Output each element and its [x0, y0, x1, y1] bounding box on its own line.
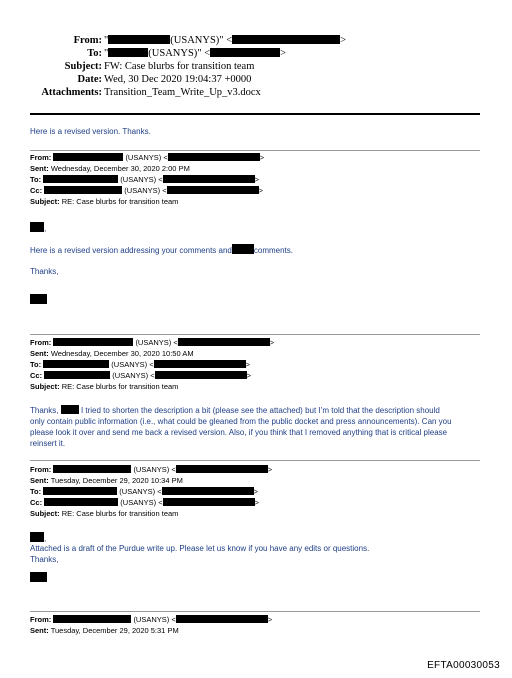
redaction-box: [108, 35, 170, 44]
email3-thanks: Thanks,: [30, 555, 59, 564]
header-subject-row: [0, 60, 512, 74]
redaction-box: [30, 222, 44, 232]
redaction-box: [43, 487, 117, 495]
email1-sent-row: Sent: Wednesday, December 30, 2020 2:00 PM: [30, 164, 190, 173]
email4-sent-row: Sent: Tuesday, December 29, 2020 5:31 PM: [30, 626, 179, 635]
redaction-box: [108, 48, 148, 57]
redaction-box: [163, 498, 255, 506]
header-subject-label: Subject:: [64, 61, 102, 72]
email2-sent-row: Sent: Wednesday, December 30, 2020 10:50 AM: [30, 349, 194, 358]
redaction-box: [167, 186, 259, 194]
email3-cc-row: Cc: (USANYS) < >: [30, 498, 259, 507]
email4-from-row: From: (USANYS) < >: [30, 615, 273, 624]
header-date-row: [0, 73, 512, 87]
redaction-box: [44, 498, 118, 506]
email3-signature: [30, 568, 47, 586]
redaction-box: [53, 615, 131, 623]
redaction-box: [43, 175, 118, 183]
email1-body: Here is a revised version addressing your comments and comments.: [30, 246, 293, 255]
email2-body-line2: only contain public information (i.e., what could be gleaned from the public docket and press announcements). Can you: [30, 417, 452, 426]
redaction-box: [232, 244, 254, 254]
header-divider: [30, 113, 480, 115]
redaction-box: [162, 487, 254, 495]
email1-subject-row: Subject: RE: Case blurbs for transition team: [30, 197, 179, 206]
redaction-box: [44, 371, 110, 379]
header-attachments-label: Attachments:: [41, 87, 102, 98]
email2-body-line1: Thanks, I tried to shorten the description a bit (please see the attached) but I’m told that the description should: [30, 406, 440, 415]
redaction-box: [43, 360, 109, 368]
redaction-box: [176, 465, 268, 473]
document-id-footer: EFTA00030053: [427, 660, 500, 671]
header-to-value: " (USANYS)" < >: [104, 48, 287, 59]
header-date-value: Wed, 30 Dec 2020 19:04:37 +0000: [104, 74, 252, 85]
header-date-label: Date:: [77, 74, 102, 85]
email-divider: [30, 150, 480, 151]
redaction-box: [53, 465, 131, 473]
header-subject-value: FW: Case blurbs for transition team: [104, 61, 255, 72]
redaction-box: [154, 360, 246, 368]
email2-to-row: To: (USANYS) < >: [30, 360, 250, 369]
email2-body-line4: reinsert it.: [30, 439, 66, 448]
email3-sent-row: Sent: Tuesday, December 29, 2020 10:34 PM: [30, 476, 183, 485]
header-from-value: " (USANYS)" < >: [104, 35, 347, 46]
header-to-row: [0, 47, 512, 61]
redaction-box: [178, 338, 270, 346]
intro-text: Here is a revised version. Thanks.: [30, 127, 151, 136]
email1-to-row: To: (USANYS) < >: [30, 175, 259, 184]
redaction-box: [155, 371, 247, 379]
redaction-box: [30, 572, 47, 582]
email2-from-row: From: (USANYS) < >: [30, 338, 275, 347]
redaction-box: [53, 153, 123, 161]
email2-subject-row: Subject: RE: Case blurbs for transition team: [30, 382, 179, 391]
redaction-box: [53, 338, 133, 346]
email3-body: Attached is a draft of the Purdue write up. Please let us know if you have any edits or questions.: [30, 544, 370, 553]
redaction-box: [176, 615, 268, 623]
header-from-label: From:: [73, 35, 102, 46]
redaction-box: [30, 532, 44, 542]
email-divider: [30, 611, 480, 612]
email3-to-row: To: (USANYS) < >: [30, 487, 258, 496]
redaction-box: [61, 405, 79, 414]
email-divider: [30, 460, 480, 461]
email1-greeting: ,: [30, 222, 46, 234]
redaction-box: [44, 186, 122, 194]
header-from-row: [0, 34, 512, 48]
email3-greeting: ,: [30, 532, 46, 544]
email3-from-row: From: (USANYS) < >: [30, 465, 273, 474]
email3-subject-row: Subject: RE: Case blurbs for transition team: [30, 509, 179, 518]
header-attachments-value[interactable]: Transition_Team_Write_Up_v3.docx: [104, 87, 261, 98]
email2-body-line3: please look it over and send me back a revised version. Also, if you think that I removed anything that is critical please: [30, 428, 448, 437]
email1-cc-row: Cc: (USANYS) < >: [30, 186, 263, 195]
redaction-box: [168, 153, 260, 161]
redaction-box: [210, 48, 280, 57]
email1-signature: [30, 290, 47, 308]
email1-from-row: From: (USANYS) < >: [30, 153, 265, 162]
header-attachments-row: [0, 86, 512, 100]
header-to-label: To:: [87, 48, 102, 59]
redaction-box: [163, 175, 255, 183]
email1-thanks: Thanks,: [30, 267, 59, 276]
email2-cc-row: Cc: (USANYS) < >: [30, 371, 251, 380]
redaction-box: [30, 294, 47, 304]
redaction-box: [232, 35, 340, 44]
email-divider: [30, 334, 480, 335]
